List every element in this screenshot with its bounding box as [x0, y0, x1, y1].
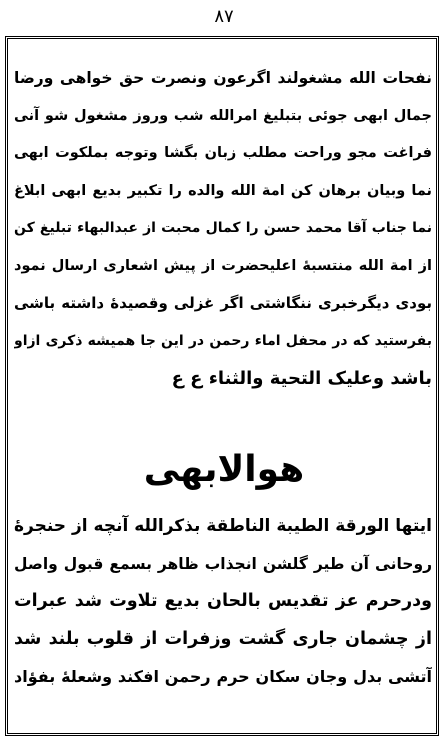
text-line: باشد وعلیک التحیة والثناء ع ع [171, 368, 432, 389]
text-line: بودی دیگرخبری ننگاشتی اگر غزلی وقصیدهٔ داشته باشی [14, 294, 432, 312]
text-line: آتشی بدل وجان سکان حرم رحمن افکند وشعلهٔ بفؤاد [14, 667, 432, 686]
text-line: نفحات الله مشغولند اگرعون ونصرت حق خواهی ورضا [14, 69, 432, 87]
invocation-heading: هوالابهی [143, 449, 305, 490]
tablet-text-section-2 [14, 508, 432, 696]
text-line: بفرستید که در محفل اماء رحمن در این جا همیشه ذکری ازاو [14, 332, 432, 349]
text-line: ایتها الورقة الطیبة الناطقة بذکرالله آنچه از حنجرهٔ [14, 516, 432, 536]
page-number: ٨٧ [214, 6, 234, 27]
text-line: از امة الله منتسبهٔ اعلیحضرت از پیش اشعاری ارسال نمود [14, 257, 432, 274]
text-line: از چشمان جاری گشت وزفرات از قلوب بلند شد [14, 628, 432, 649]
text-line: فراغت مجو وراحت مطلب زبان بگشا وتوجه بملکوت ابهی [14, 145, 432, 161]
text-line: جمال ابهی جوئی بتبلیغ امرالله شب وروز مشغول شو آنی [14, 107, 432, 124]
text-line: نما وبیان برهان کن امة الله والده را تکبیر بدیع ابهی ابلاغ [14, 182, 432, 199]
text-line: روحانی آن طیر گلشن انجذاب ظاهر بسمع قبول واصل [14, 554, 432, 573]
text-line: ودرحرم عز تقدیس بالحان بدیع تلاوت شد عبرات [14, 591, 432, 611]
text-line: نما جناب آقا محمد حسن را کمال محبت از عبدالبهاء تبلیغ کن [14, 220, 432, 236]
tablet-text-section-1 [14, 60, 432, 398]
